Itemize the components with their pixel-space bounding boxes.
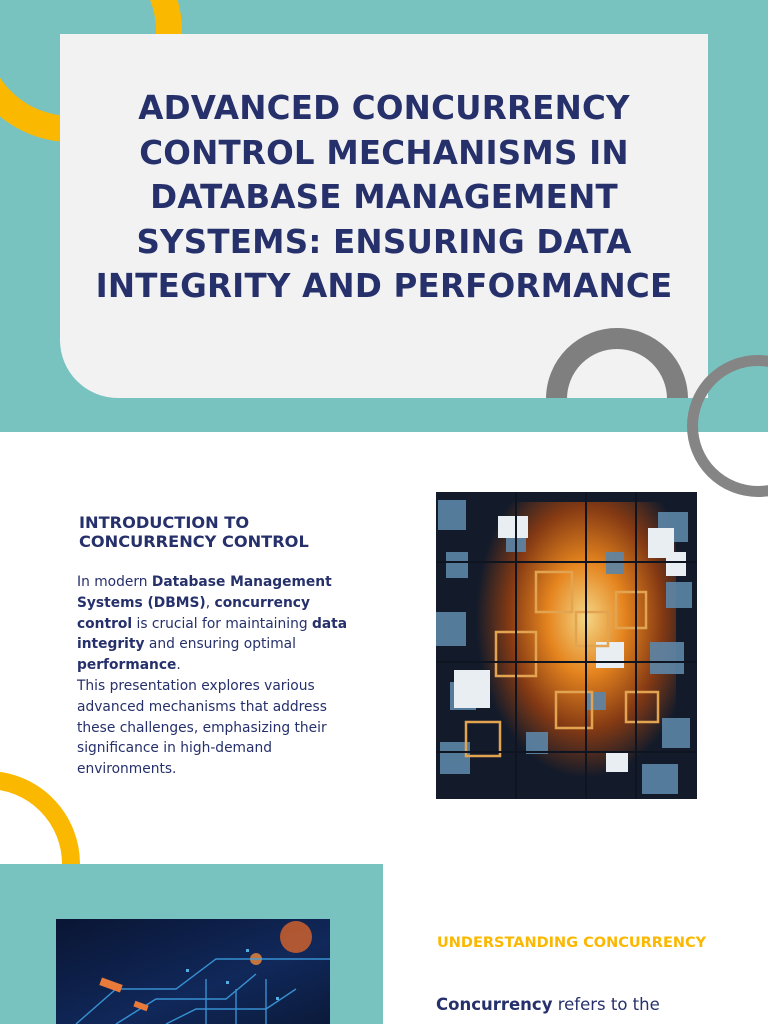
understanding-text: refers to the [552, 995, 660, 1014]
presentation-title: ADVANCED CONCURRENCY CONTROL MECHANISMS IN DATABASE MANAGEMENT SYSTEMS: ENSURING DATA INTEGRITY AND PERFORMANCE [95, 89, 673, 305]
intro-bold-dbms: Database Management Systems (DBMS) [77, 574, 332, 611]
understanding-bold-term: Concurrency [436, 995, 553, 1014]
understanding-body [436, 994, 736, 1016]
grey-ring-decoration [546, 328, 688, 398]
title-slide [0, 0, 768, 432]
intro-text-end: . [176, 657, 181, 674]
intro-heading: INTRODUCTION TO CONCURRENCY CONTROL [79, 513, 309, 551]
intro-text-1: In modern [77, 574, 152, 590]
intro-bold-performance: performance [77, 657, 177, 674]
intro-text-2: is crucial for maintaining [132, 615, 312, 632]
intro-text-sep: , [205, 594, 215, 611]
circuit-board-image [56, 919, 330, 1024]
intro-text-para2: This presentation explores various advanced mechanisms that address these challenges, emphasizing their significance in high-demand environments. [77, 677, 327, 778]
intro-bold-concurrency: concurrency control [77, 594, 310, 632]
abstract-cubes-image [436, 492, 697, 799]
title-card [60, 34, 708, 398]
intro-text-3: and ensuring optimal [144, 636, 296, 653]
intro-bold-integrity: data integrity [77, 615, 348, 653]
intro-body [77, 572, 367, 780]
understanding-heading: UNDERSTANDING CONCURRENCY [437, 935, 707, 951]
